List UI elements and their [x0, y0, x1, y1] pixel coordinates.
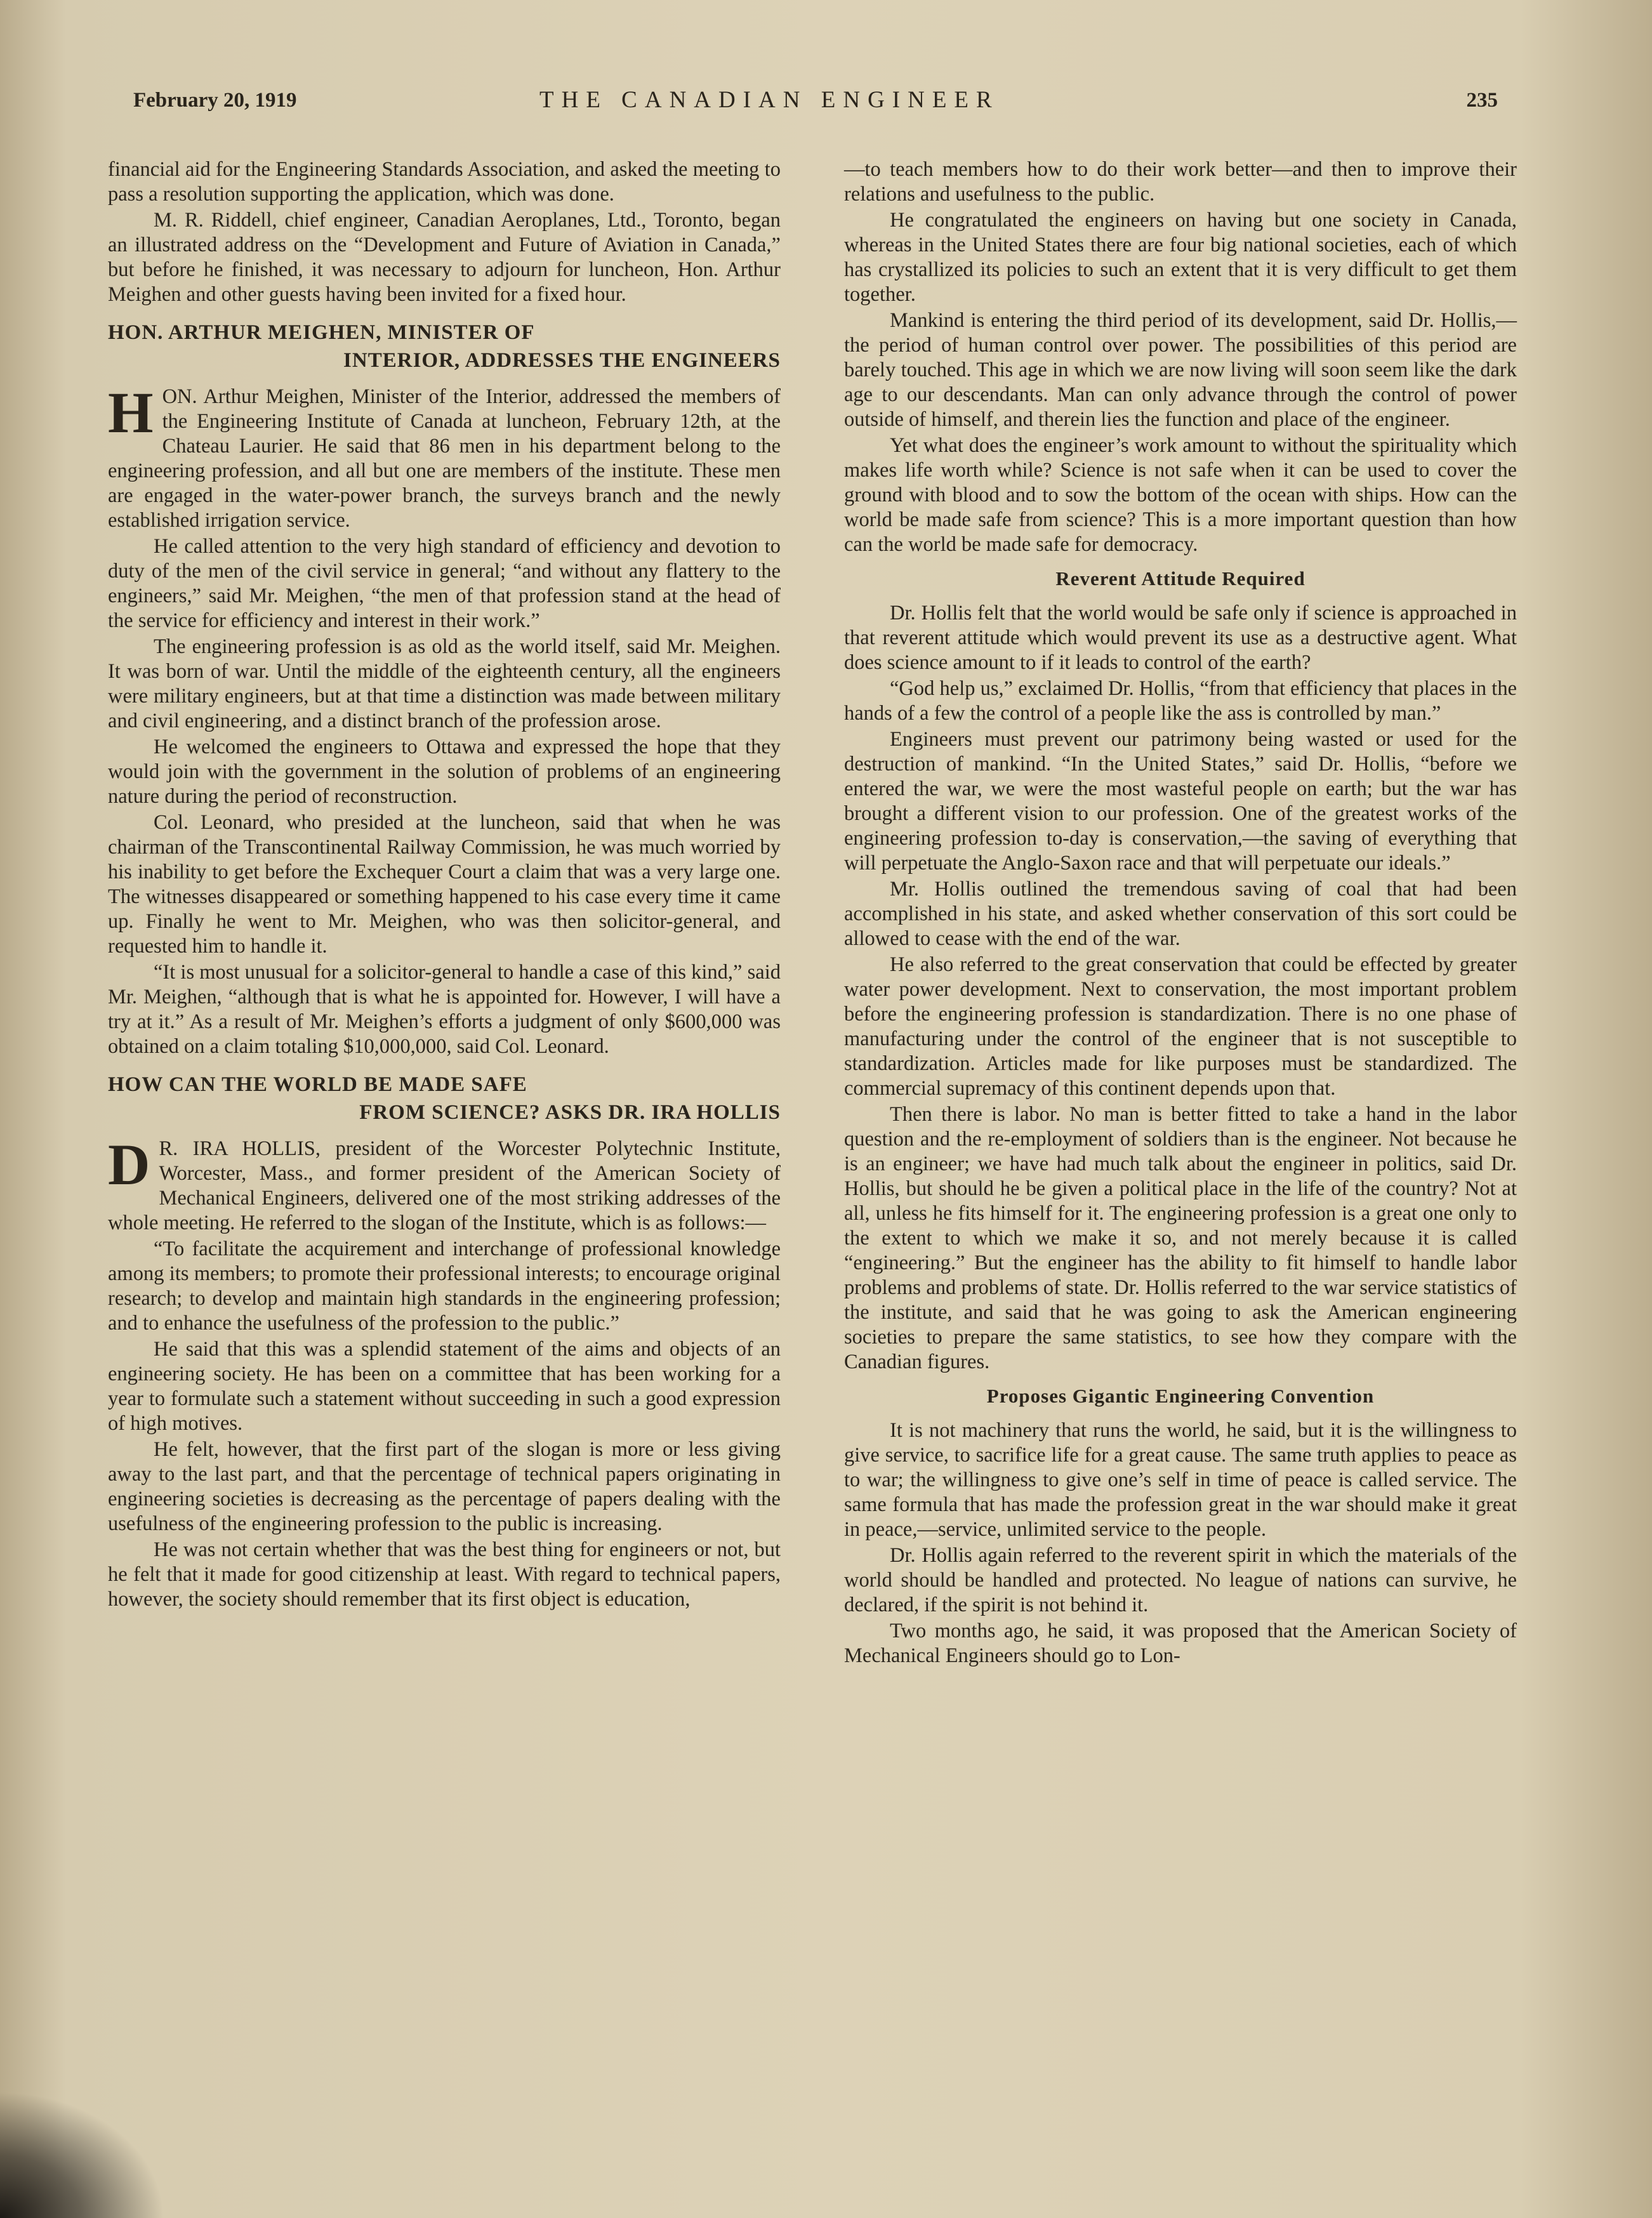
paragraph: Col. Leonard, who presided at the luncheon, said that when he was chairman of the Transcontinental Railway Commission, he was much worried by his inability to get before the Exchequer Court a claim that was a very large one. The witnesses disappeared or something happened to his case every time it came up. Finally he went to Mr. Meighen, who was then solicitor-general, and requested him to handle it.: [108, 811, 781, 958]
paragraph: Dr. Hollis again referred to the reverent spirit in which the materials of the world should be handled and protected. No league of nations can survive, he declared, if the spirit is not behind it.: [844, 1544, 1517, 1616]
corner-shadow: [0, 2091, 165, 2218]
paragraph: —to teach members how to do their work better—and then to improve their relations and usefulness to the public.: [844, 158, 1517, 206]
journal-title: THE CANADIAN ENGINEER: [539, 87, 1000, 113]
paragraph-text: ON. Arthur Meighen, Minister of the Interior, addressed the members of the Engineering Institute of Canada at luncheon, February 12th, at the Chateau Laurier. He said that 86 men in his department belong to the engineering profession, and all but one are members of the institute. These men are engaged in the water-power branch, the surveys branch and the newly established irrigation service.: [108, 385, 781, 532]
lead-paragraph: [108, 380, 781, 533]
paragraph: Yet what does the engineer’s work amount to without the spirituality which makes life worth while? Science is not safe when it can be used to cover the ground with blood and to sow the bottom of the ocean with ships. How can the world be made safe from science? This is a more important question than how can the world be made safe for democracy.: [844, 434, 1517, 556]
paragraph: He welcomed the engineers to Ottawa and expressed the hope that they would join with the government in the solution of problems of an engineering nature during the period of reconstruction.: [108, 736, 781, 808]
drop-cap: H: [108, 380, 154, 445]
paragraph: “God help us,” exclaimed Dr. Hollis, “from that efficiency that places in the hands of a few the control of a people like the ass is controlled by man.”: [844, 677, 1517, 725]
paragraph: Dr. Hollis felt that the world would be safe only if science is approached in that reverent attitude which would prevent its use as a destructive agent. What does science amount to if it leads to control of the earth?: [844, 602, 1517, 674]
paragraph-text: R. IRA HOLLIS, president of the Worcester Polytechnic Institute, Worcester, Mass., and former president of the American Society of Mechanical Engineers, delivered one of the most striking addresses of the whole meeting. He referred to the slogan of the Institute, which is as follows:—: [108, 1137, 781, 1234]
headline-line: HOW CAN THE WORLD BE MADE SAFE: [108, 1073, 527, 1096]
paragraph: It is not machinery that runs the world, he said, but it is the willingness to give service, to sacrifice life for a great cause. The same truth applies to peace as to war; the willingness to give one’s self in time of peace is called service. The same formula that has made the profession great in the war should make it great in peace,—service, unlimited service to the people.: [844, 1419, 1517, 1541]
headline-line: INTERIOR, ADDRESSES THE ENGINEERS: [343, 349, 781, 372]
paragraph: He also referred to the great conservation that could be effected by greater water power development. Next to conservation, the most important problem before the engineering profession is standardization. There is no one phase of manufacturing under the control of the engineer that is not susceptible to standardization. Articles made for like purposes must be standardized. The commercial supremacy of this continent depends upon that.: [844, 953, 1517, 1100]
drop-cap: D: [108, 1132, 150, 1197]
paragraph: Mr. Hollis outlined the tremendous saving of coal that had been accomplished in his state, and asked whether conservation of this sort could be allowed to cease with the end of the war.: [844, 878, 1517, 950]
page-header: [133, 84, 1517, 122]
paragraph: Engineers must prevent our patrimony being wasted or used for the destruction of mankind. “In the United States,” said Dr. Hollis, “before we entered the war, we were the most wasteful people on earth; but the war has brought a different vision to our profession. One of the greatest works of the engineering profession to-day is conservation,—the saving of everything that will perpetuate the Anglo-Saxon race and that will perpetuate our ideals.”: [844, 728, 1517, 875]
left-column: [108, 157, 781, 1613]
paragraph: M. R. Riddell, chief engineer, Canadian Aeroplanes, Ltd., Toronto, began an illustrated address on the “Development and Future of Aviation in Canada,” but before he finished, it was necessary to adjourn for luncheon, Hon. Arthur Meighen and other guests having been invited for a fixed hour.: [108, 209, 781, 306]
paragraph: “It is most unusual for a solicitor-general to handle a case of this kind,” said Mr. Meighen, “although that is what he is appointed for. However, I will have a try at it.” As a result of Mr. Meighen’s efforts a judgment of only $600,000 was obtained on a claim totaling $10,000,000, said Col. Leonard.: [108, 961, 781, 1058]
issue-date: February 20, 1919: [133, 89, 297, 112]
right-column: [844, 157, 1517, 1670]
paragraph: He congratulated the engineers on having but one society in Canada, whereas in the United States there are four big national societies, each of which has crystallized its policies to such an extent that it is very difficult to get them together.: [844, 209, 1517, 306]
section-subhead: Proposes Gigantic Engineering Convention: [986, 1385, 1375, 1407]
headline-line: FROM SCIENCE? ASKS DR. IRA HOLLIS: [359, 1101, 781, 1124]
lead-paragraph: [108, 1132, 781, 1236]
paragraph: Mankind is entering the third period of its development, said Dr. Hollis,—the period of human control over power. The possibilities of this period are barely touched. This age in which we are now living will soon seem like the dark age to our descendants. Man can only advance through the control of power outside of himself, and therein lies the function and place of the engineer.: [844, 309, 1517, 431]
section-subhead: Reverent Attitude Required: [1055, 567, 1305, 590]
page-number: 235: [1466, 89, 1498, 112]
headline-line: HON. ARTHUR MEIGHEN, MINISTER OF: [108, 321, 535, 344]
paragraph: “To facilitate the acquirement and interchange of professional knowledge among its members; to promote their professional interests; to encourage original research; to develop and maintain high standards in the engineering profession; and to enhance the usefulness of the profession to the public.”: [108, 1238, 781, 1335]
paragraph: He felt, however, that the first part of the slogan is more or less giving away to the last part, and that the percentage of technical papers originating in engineering societies is decreasing as the percentage of papers dealing with the usefulness of the engineering profession to the public is increasing.: [108, 1438, 781, 1535]
paragraph: He said that this was a splendid statement of the aims and objects of an engineering society. He has been on a committee that has been working for a year to formulate such a statement without succeeding in such a good expression of high motives.: [108, 1338, 781, 1435]
paragraph: financial aid for the Engineering Standards Association, and asked the meeting to pass a resolution supporting the application, which was done.: [108, 158, 781, 206]
paragraph: He called attention to the very high standard of efficiency and devotion to duty of the men of the civil service in general; “and without any flattery to the engineers,” said Mr. Meighen, “the men of that profession stand at the head of the service for efficiency and interest in their work.”: [108, 535, 781, 632]
paragraph: The engineering profession is as old as the world itself, said Mr. Meighen. It was born of war. Until the middle of the eighteenth century, all the engineers were military engineers, but at that time a distinction was made between military and civil engineering, and a distinct branch of the profession arose.: [108, 635, 781, 732]
article-headline: [108, 319, 781, 374]
paragraph: Two months ago, he said, it was proposed that the American Society of Mechanical Engineers should go to Lon-: [844, 1620, 1517, 1667]
article-headline: [108, 1071, 781, 1126]
paragraph: He was not certain whether that was the best thing for engineers or not, but he felt that it made for good citizenship at least. With regard to technical papers, however, the society should remember that its first object is education,: [108, 1538, 781, 1611]
paragraph: Then there is labor. No man is better fitted to take a hand in the labor question and the re-employment of soldiers than is the engineer. Not because he is an engineer; we have had much talk about the engineer in politics, said Dr. Hollis, but should he be given a political place in the life of the country? Not at all, unless he fits himself for it. The engineering profession is a great one only to the extent to which we make it so, and not merely because it is called “engineering.” But the engineer has the ability to fit himself to handle labor problems and problems of state. Dr. Hollis referred to the war service statistics of the institute, and said that he was going to ask the American engineering societies to prepare the same statistics, to see how they compare with the Canadian figures.: [844, 1103, 1517, 1373]
